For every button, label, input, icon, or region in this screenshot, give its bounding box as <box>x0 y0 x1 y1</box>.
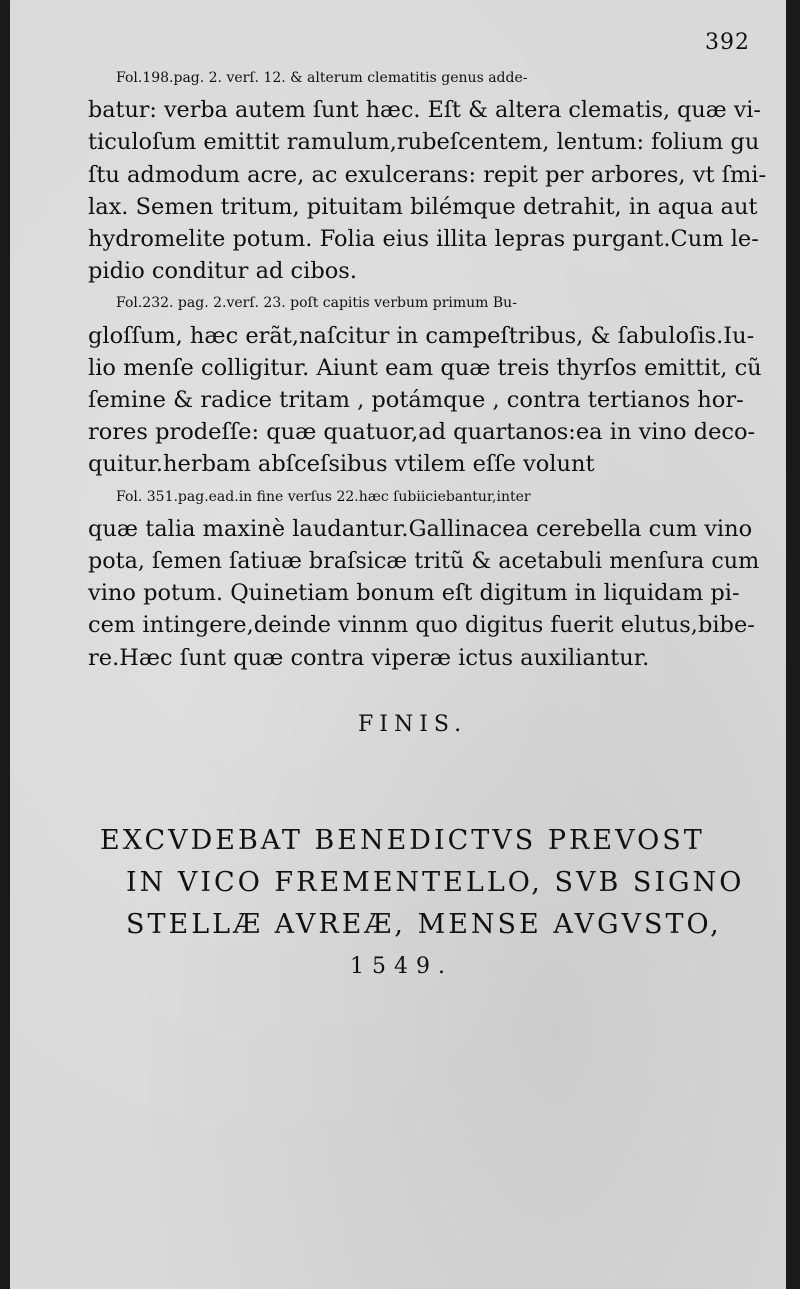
finis-heading: FINIS. <box>358 712 468 737</box>
text-line: lax. Semen tritum, pituitam bilémque detrahit, in aqua aut <box>88 193 758 220</box>
colophon-year: 1549. <box>350 954 453 979</box>
text-line: re.Hæc ſunt quæ contra viperæ ictus auxiliantur. <box>88 644 650 671</box>
text-line: batur: verba autem ſunt hæc. Eſt & altera clematis, quæ vi- <box>88 97 761 124</box>
text-line: Fol.232. pag. 2.verſ. 23. poſt capitis verbum primum Bu- <box>116 295 517 312</box>
text-line: ſtu admodum acre, ac exulcerans: repit per arbores, vt ſmi- <box>88 161 767 188</box>
paragraph-3 <box>88 481 766 674</box>
text-line: cem intingere,deinde vinnm quo digitus fuerit elutus,bibe- <box>88 612 755 639</box>
paragraph-1 <box>88 62 766 287</box>
colophon-line: EXCVDEBAT BENEDICTVS PREVOST <box>100 825 705 856</box>
text-line: quæ talia maxinè laudantur.Gallinacea cerebella cum vino <box>88 515 753 542</box>
text-line: ticuloſum emittit ramulum,rubeſcentem, lentum: folium gu <box>88 129 760 156</box>
text-line: ſemine & radice tritam , potámque , contra tertianos hor- <box>88 387 744 414</box>
colophon <box>100 820 770 988</box>
text-line: quitur.herbam abſceſsibus vtilem eſſe volunt <box>88 451 595 478</box>
text-line: hydromelite potum. Folia eius illita lepras purgant.Cum le- <box>88 226 759 253</box>
colophon-line: STELLÆ AVREÆ, MENSE AVGVSTO, <box>126 909 722 940</box>
text-line: Fol.198.pag. 2. verſ. 12. & alterum clematitis genus adde- <box>116 70 528 86</box>
text-line: Fol. 351.pag.ead.in fine verſus 22.hæc ſubiiciebantur,inter <box>116 488 531 505</box>
text-line: pota, ſemen ſatiuæ braſsicæ tritũ & acetabuli menſura cum <box>88 548 760 575</box>
text-line: lio menſe colligitur. Aiunt eam quæ treis thyrſos emittit, cũ <box>88 354 762 381</box>
text-line: gloſſum, hæc erãt,naſcitur in campeſtribus, & ſabuloſis.Iu- <box>88 322 755 349</box>
text-line: pidio conditur ad cibos. <box>88 258 357 285</box>
text-line: vino potum. Quinetiam bonum eſt digitum in liquidam pi- <box>88 580 740 607</box>
body-text <box>88 62 766 674</box>
paragraph-2 <box>88 287 766 480</box>
page-number: 392 <box>705 30 750 55</box>
book-page <box>10 0 786 1289</box>
text-line: rores prodeſſe: quæ quatuor,ad quartanos:ea in vino deco- <box>88 419 756 446</box>
colophon-line: IN VICO FREMENTELLO, SVB SIGNO <box>126 867 745 898</box>
